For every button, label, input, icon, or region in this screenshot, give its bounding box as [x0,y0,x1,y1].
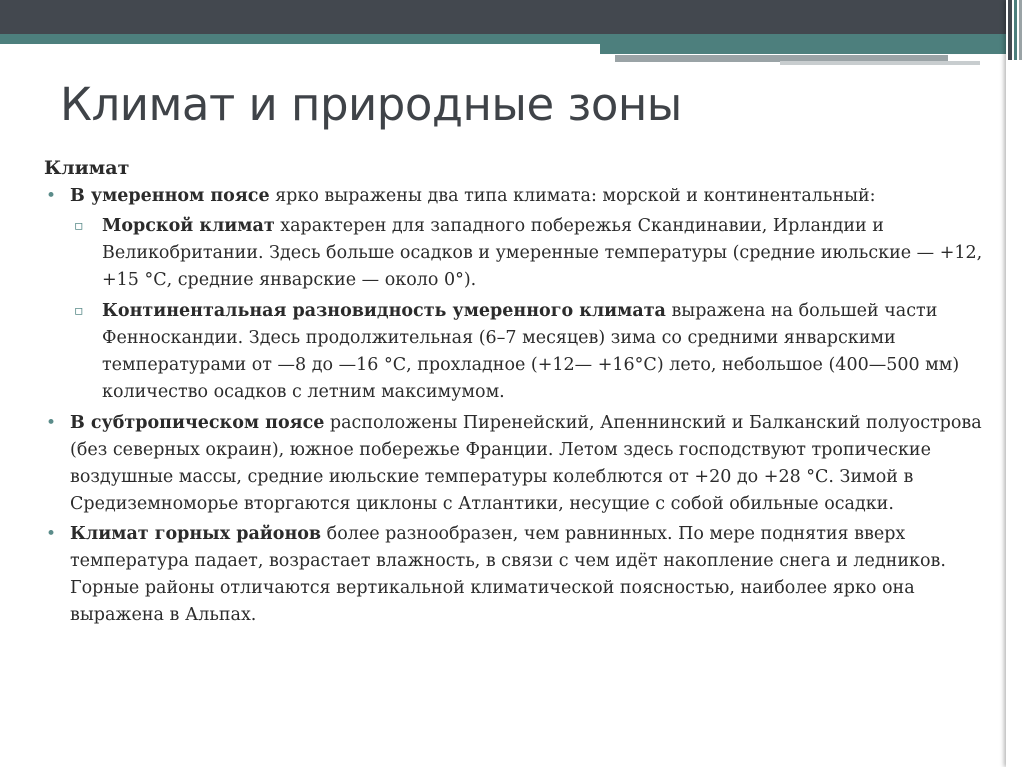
sub-bullet-icon: ▫ [74,303,84,319]
list-item-bold: Климат горных районов [70,524,322,544]
list-item-bold: В умеренном поясе [70,186,270,206]
sub-bullet-list [70,213,994,406]
sub-bullet-icon: ▫ [74,218,84,234]
list-item-text: расположены Пиренейский, Апеннинский и Балканский полуострова (без северных окраин), южное побережье Франции. Летом здесь господствуют тропические воздушные массы, средние июльские температуры колеблются от +20 до +28 °С. Зимой в Средиземноморье вторгаются циклоны с Атлантики, несущие с собой обильные осадки. [70,413,982,514]
list-item-text: более разнообразен, чем равнинных. По мере поднятия вверх температура падает, возрастает влажность, в связи с чем идёт накопление снега и ледников. Горные районы отличаются вертикальной климатической поясностью, наиболее ярко она выражена в Альпах. [70,524,946,625]
slide-body [44,157,994,629]
sub-list-item-text: выражена на большей части Фенноскандии. Здесь продолжительная (6–7 месяцев) зима со средними январскими температурами от —8 до —16 °С, прохладное (+12— +16°С) лето, небольшое (400—500 мм) количество осадков с летним максимумом. [102,301,960,402]
sub-list-item-bold: Морской климат [102,216,275,236]
header-bar-teal [0,34,1006,44]
page-edge [1006,0,1024,767]
section-heading: Климат [44,157,130,179]
sub-list-item [70,213,994,294]
list-item [44,183,994,406]
edge-stripe-gray [1019,0,1022,60]
header-bar-teal-lower [600,44,1006,54]
edge-stripe-teal [1014,0,1017,60]
list-item-bold: В субтропическом поясе [70,413,325,433]
list-item-text: ярко выражены два типа климата: морской и континентальный: [269,186,876,206]
header-bar-light [780,61,980,65]
list-item [44,521,994,629]
bullet-icon: • [46,186,57,206]
sub-list-item-bold: Континентальная разновидность умеренного климата [102,301,666,321]
bullet-icon: • [46,413,57,433]
bullet-icon: • [46,524,57,544]
sub-list-item-text: характерен для западного побережья Скандинавии, Ирландии и Великобритании. Здесь больше осадков и умеренные температуры (средние июльские — +12, +15 °С, средние январские — около 0°). [102,216,983,290]
bullet-list [44,183,994,629]
list-item [44,410,994,518]
slide-title: Климат и природные зоны [60,78,682,131]
edge-stripe-dark [1008,0,1012,60]
header-bar-dark [0,0,1024,34]
sub-list-item [70,298,994,406]
